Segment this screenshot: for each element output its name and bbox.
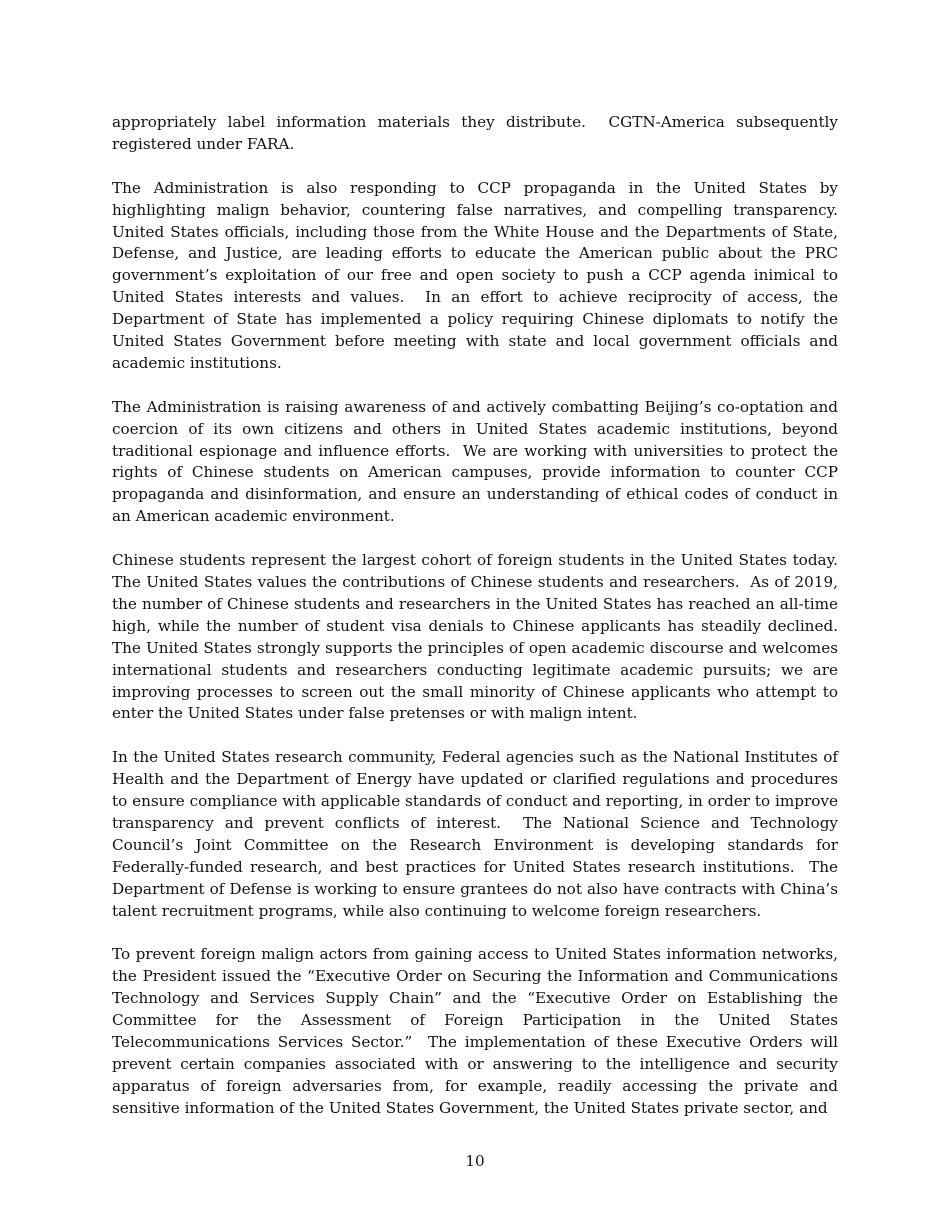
paragraph-5: In the United States research community, Federal agencies such as the National Institutes of Health and the Department of Energy have updated or clarified regulations and procedures to ensure compliance with applicable standards of conduct and reporting, in order to improve transparency and prevent conflicts of interest. The National Science and Technology Council’s Joint Committee on the Research Environment is developing standards for Federally-funded research, and best practices for United States research institutions. The Department of Defense is working to ensure grantees do not also have contracts with China’s talent recruitment programs, while also continuing to welcome foreign researchers.: [112, 748, 843, 920]
paragraph-2: The Administration is also responding to CCP propaganda in the United States by highlighting malign behavior, countering false narratives, and compelling transparency. United States officials, including those from the White House and the Departments of State, Defense, and Justice, are leading efforts to educate the American public about the PRC government’s exploitation of our free and open society to push a CCP agenda inimical to United States interests and values. In an effort to achieve reciprocity of access, the Department of State has implemented a policy requiring Chinese diplomats to notify the United States Government before meeting with state and local government officials and academic institutions.: [112, 178, 843, 372]
body-text: [112, 112, 843, 1142]
page-number: 10: [465, 1152, 485, 1170]
paragraph-6: To prevent foreign malign actors from gaining access to United States information networks, the President issued the “Executive Order on Securing the Information and Communications Technology and Services Supply Chain” and the “Executive Order on Establishing the Committee for the Assessment of Foreign Participation in the United States Telecommunications Services Sector.” The implementation of these Executive Orders will prevent certain companies associated with or answering to the intelligence and security apparatus of foreign adversaries from, for example, readily accessing the private and sensitive information of the United States Government, the United States private sector, and: [112, 945, 843, 1117]
paragraph-1: appropriately label information materials they distribute. CGTN-America subsequently registered under FARA.: [112, 113, 843, 153]
paragraph-4: Chinese students represent the largest cohort of foreign students in the United States today. The United States values the contributions of Chinese students and researchers. As of 2019, the number of Chinese students and researchers in the United States has reached an all-time high, while the number of student visa denials to Chinese applicants has steadily declined. The United States strongly supports the principles of open academic discourse and welcomes international students and researchers conducting legitimate academic pursuits; we are improving processes to screen out the small minority of Chinese applicants who attempt to enter the United States under false pretenses or with malign intent.: [112, 551, 843, 723]
paragraph-3: The Administration is raising awareness of and actively combatting Beijing’s co-optation and coercion of its own citizens and others in United States academic institutions, beyond traditional espionage and influence efforts. We are working with universities to protect the rights of Chinese students on American campuses, provide information to counter CCP propaganda and disinformation, and ensure an understanding of ethical codes of conduct in an American academic environment.: [112, 397, 843, 526]
